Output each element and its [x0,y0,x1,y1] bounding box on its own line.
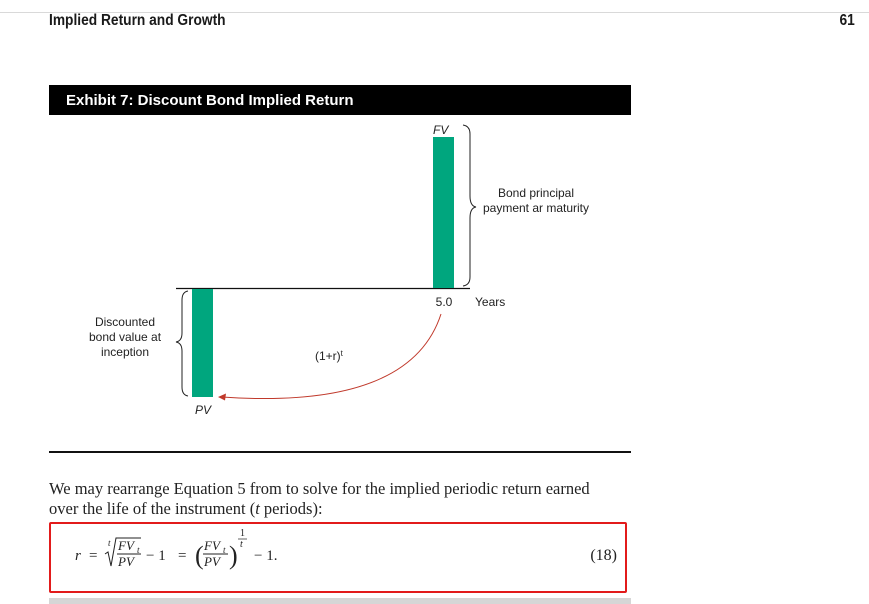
eq-denominator: PV [118,554,134,569]
eq-lhs: r [75,548,81,564]
eq-numerator: FV [118,538,134,553]
left-brace-label-line2: bond value at [88,330,162,344]
equation-18 [51,524,625,591]
eq-minus-one-2: − 1. [254,548,278,564]
exhibit-bottom-rule [49,451,631,453]
discount-arrowhead [218,394,226,401]
eq-numerator-sub-2: t [223,545,226,555]
right-brace-label-line2: payment ar maturity [482,201,590,215]
equation-highlight-box [49,522,627,593]
fv-bar [433,137,454,288]
discount-factor-label [315,349,344,363]
eq-numerator-2: FV [204,538,220,553]
body-line-2 [49,499,639,519]
eq-equals-2: = [178,548,187,564]
left-brace-label-line3: inception [100,345,150,359]
eq-denominator-2: PV [204,554,220,569]
x-tick-label: 5.0 [435,295,453,309]
pv-label: PV [195,403,212,417]
x-axis-label: Years [475,295,506,309]
page-number: 61 [839,12,855,29]
running-head: Implied Return and Growth [49,12,226,29]
left-brace-label-line1: Discounted [94,315,156,329]
pv-bar [192,289,213,397]
exhibit-title: Exhibit 7: Discount Bond Implied Return [66,92,354,109]
discount-factor-base: (1+r) [315,349,341,363]
eq-right-paren: ) [229,541,238,570]
body-line-2-end: periods): [259,499,323,518]
eq-root-index: t [108,538,111,548]
body-line-2-start: over the life of the instrument ( [49,499,256,518]
equation-number: (18) [590,547,617,564]
discount-factor-exponent: t [340,349,343,358]
footer-bar [49,598,631,604]
body-line-1: We may rearrange Equation 5 from to solve for the implied periodic return earned [49,479,590,498]
body-line-2-variable: t [255,499,260,518]
body-paragraph [49,479,639,519]
eq-numerator-sub: t [137,545,140,555]
eq-equals-1: = [89,548,98,564]
right-brace [463,125,476,286]
fv-label: FV [433,123,449,137]
eq-minus-one-1: − 1 [146,548,166,564]
eq-exponent-num: 1 [240,528,245,539]
left-brace [176,291,188,396]
eq-left-paren: ( [195,541,204,570]
right-brace-label-line1: Bond principal [497,186,575,200]
eq-exponent-den: t [240,539,243,550]
